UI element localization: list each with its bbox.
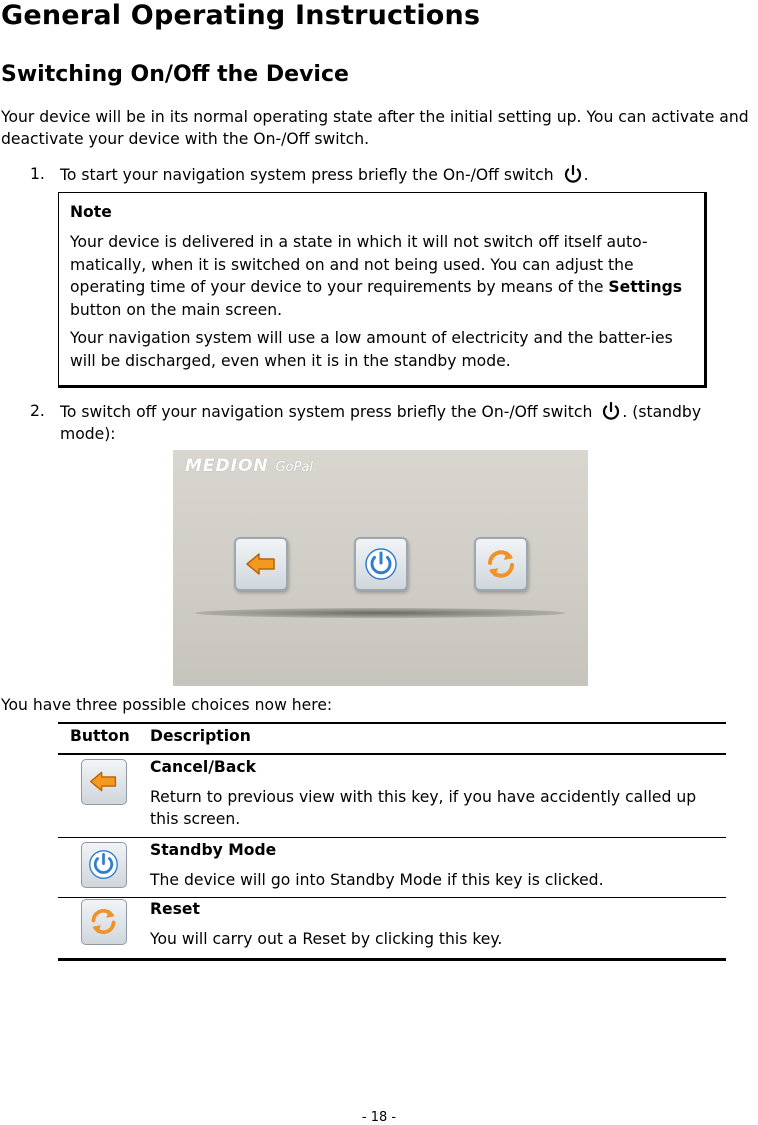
section-heading: Switching On/Off the Device	[1, 62, 349, 87]
brand-name: MEDION	[185, 456, 269, 476]
cancel-back-key	[81, 759, 127, 805]
table-row	[58, 838, 726, 898]
note-p1-before: Your device is delivered in a state in which it will not switch off itself auto-matically, when it is switched on and not being used. You can adjust the operating time of your device to your requirements by means of the	[70, 233, 648, 296]
brand-sub: GoPal	[275, 460, 314, 475]
step-text	[60, 163, 589, 186]
cancel-back-button[interactable]	[234, 537, 288, 591]
back-arrow-icon	[87, 765, 120, 798]
column-header-button: Button	[70, 727, 130, 745]
row-title: Cancel/Back	[150, 758, 256, 776]
note-box	[58, 192, 707, 388]
choices-intro: You have three possible choices now here:	[1, 696, 333, 714]
standby-key	[81, 842, 127, 888]
row-title: Reset	[150, 900, 200, 918]
intro-paragraph: Your device will be in its normal operating state after the initial setting up. You can activate and deactivate your device with the On-/Off switch.	[1, 108, 749, 148]
row-description: Return to previous view with this key, if you have accidently called up this screen.	[150, 788, 697, 828]
reset-icon	[483, 546, 519, 582]
device-screenshot	[173, 450, 588, 686]
page-number: - 18 -	[361, 1110, 397, 1125]
table-rule	[58, 722, 726, 724]
table-rule	[58, 958, 726, 961]
row-description: The device will go into Standby Mode if this key is clicked.	[150, 871, 604, 889]
row-description: You will carry out a Reset by clicking this key.	[150, 930, 503, 948]
standby-button[interactable]	[354, 537, 408, 591]
row-title: Standby Mode	[150, 841, 277, 859]
step-2-end: . (standby mode):	[60, 403, 702, 443]
page-title: General Operating Instructions	[1, 0, 481, 31]
step-text	[60, 400, 755, 445]
power-icon	[562, 163, 584, 185]
reset-key	[81, 899, 127, 945]
brand-logo	[185, 456, 313, 476]
settings-term: Settings	[608, 278, 683, 296]
note-paragraph-1	[70, 231, 694, 321]
step-1-text: To start your navigation system press briefly the On-/Off switch	[60, 166, 554, 184]
step-1-end: .	[583, 166, 589, 184]
step-number: 2.	[30, 402, 45, 420]
screen-shadow	[195, 608, 565, 618]
note-title: Note	[70, 203, 112, 221]
power-icon	[363, 546, 399, 582]
power-icon	[600, 400, 622, 422]
reset-button[interactable]	[474, 537, 528, 591]
step-number: 1.	[30, 165, 45, 183]
note-p1-after: button on the main screen.	[70, 300, 283, 319]
step-2-text: To switch off your navigation system press briefly the On-/Off switch	[60, 403, 593, 421]
note-paragraph-2: Your navigation system will use a low amount of electricity and the batter-ies will be discharged, even when it is in the standby mode.	[70, 329, 673, 370]
back-arrow-icon	[243, 546, 279, 582]
reset-icon	[87, 905, 120, 938]
column-header-description: Description	[150, 727, 251, 745]
power-icon	[87, 848, 120, 881]
table-row	[58, 755, 726, 838]
table-row	[58, 898, 726, 961]
